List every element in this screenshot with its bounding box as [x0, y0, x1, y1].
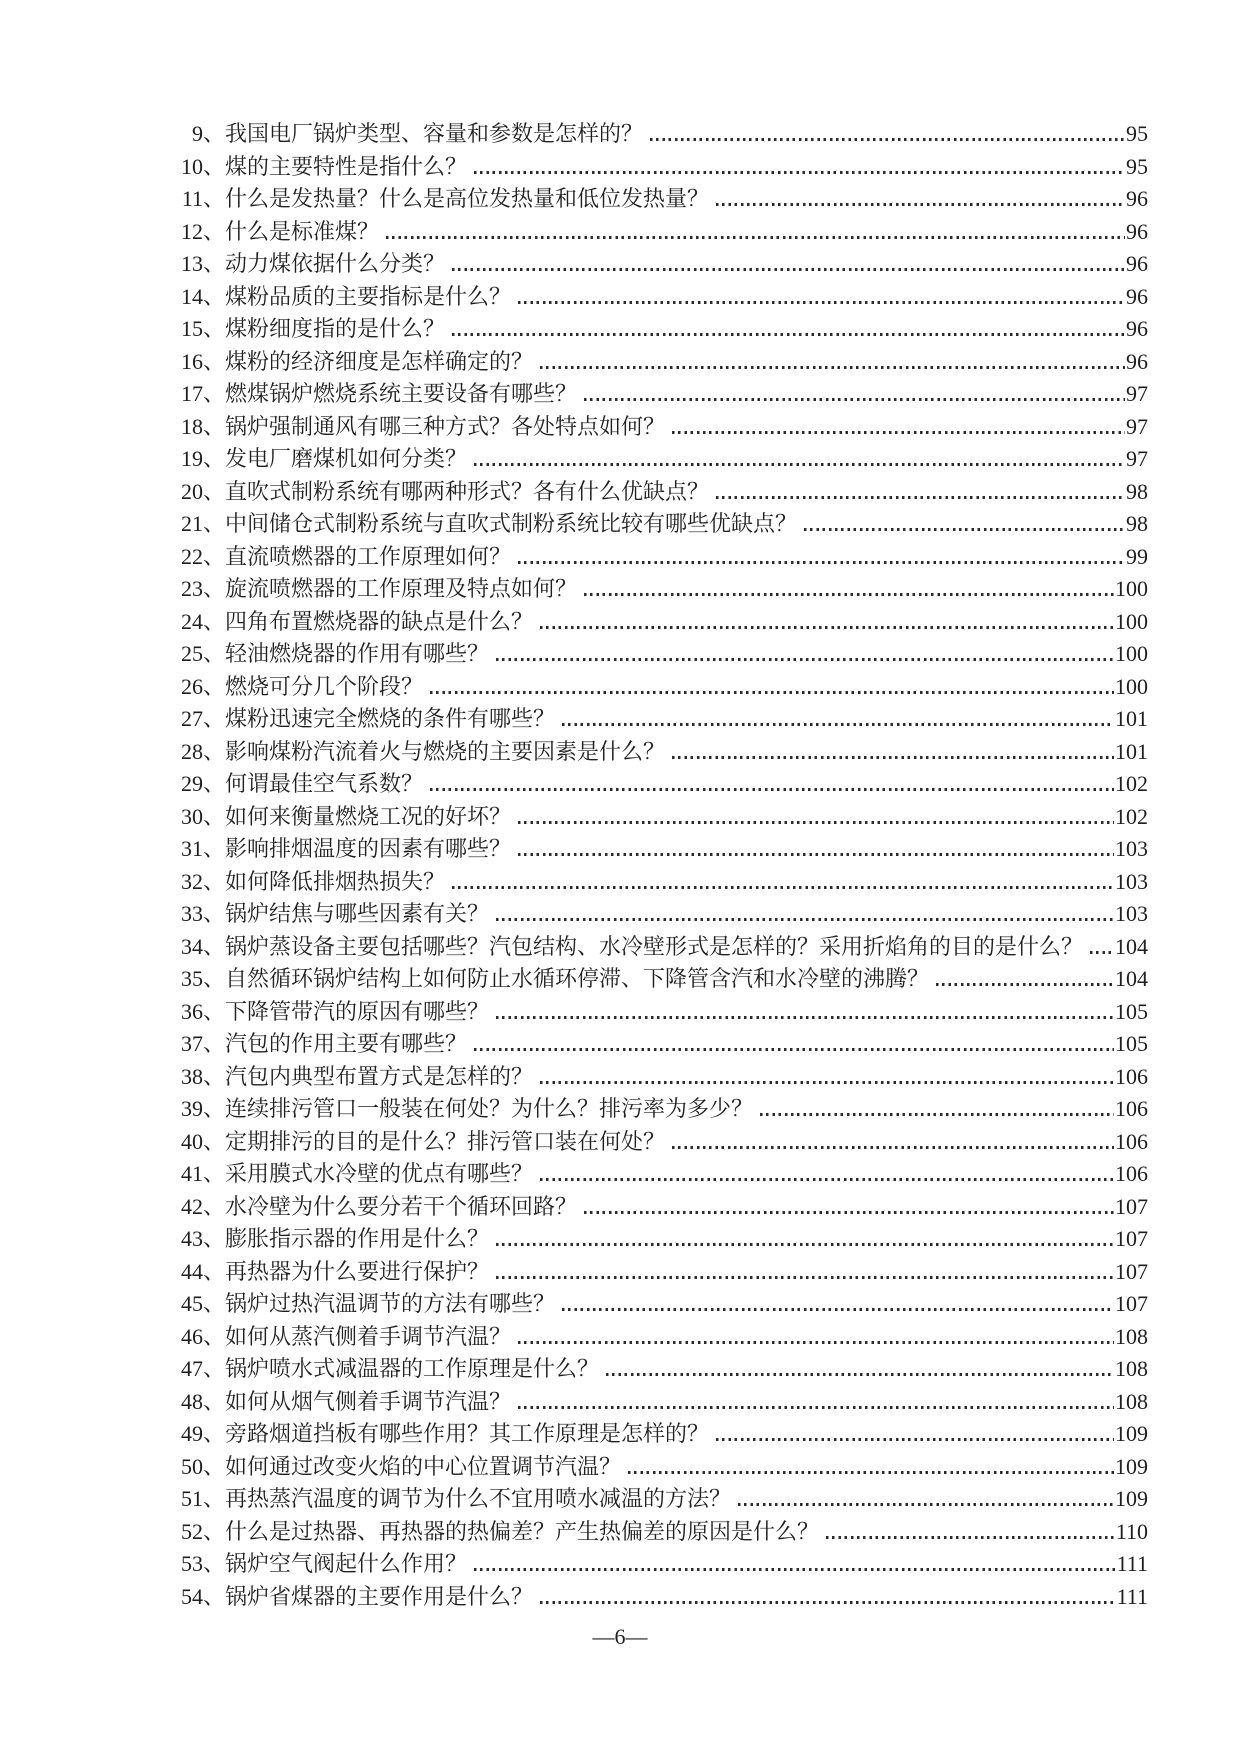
toc-entry-number: 11: [181, 186, 203, 211]
toc-entry-title: 膨胀指示器的作用是什么？: [225, 1226, 490, 1251]
toc-entry: [180, 606, 1148, 639]
toc-entry-separator: 、: [203, 1031, 226, 1056]
toc-entry-page: 96: [1126, 283, 1148, 309]
dot-leader: [650, 138, 1125, 141]
toc-entry-number: 45: [181, 1291, 203, 1316]
dot-leader: [474, 1048, 1114, 1051]
toc-entry-title: 汽包的作用主要有哪些？: [225, 1031, 468, 1056]
toc-entry-page: 107: [1115, 1291, 1148, 1316]
toc-entry-separator: 、: [203, 738, 226, 764]
toc-entry-title: 锅炉蒸设备主要包括哪些？汽包结构、水冷壁形式是怎样的？采用折焰角的目的是什么？: [225, 933, 1084, 959]
toc-entry-number: 41: [181, 1161, 203, 1186]
dot-leader: [562, 723, 1114, 726]
toc-entry-number: 29: [181, 771, 203, 796]
toc-entry: [180, 1581, 1148, 1614]
toc-entry-number: 21: [181, 511, 203, 536]
toc-entry-page: 95: [1126, 153, 1148, 179]
toc-entry-separator: 、: [203, 803, 226, 829]
toc-entry-title: 如何通过改变火焰的中心位置调节汽温？: [225, 1453, 622, 1479]
toc-entry: [180, 443, 1148, 476]
toc-entry-number: 16: [181, 348, 203, 374]
toc-entry: [180, 378, 1148, 411]
toc-entry-title: 煤粉迅速完全燃烧的条件有哪些？: [225, 706, 556, 731]
dot-leader: [496, 1016, 1114, 1019]
toc-entry-separator: 、: [203, 1128, 226, 1154]
dot-leader: [496, 658, 1114, 661]
dot-leader: [430, 691, 1114, 694]
dot-leader: [606, 1373, 1114, 1376]
toc-entry: [180, 1158, 1148, 1191]
toc-entry-page: 96: [1126, 218, 1148, 244]
toc-entry-number: 32: [181, 868, 203, 894]
toc-entry-page: 111: [1116, 1551, 1148, 1576]
toc-entry: [180, 1126, 1148, 1159]
toc-entry-title: 锅炉喷水式减温器的工作原理是什么？: [225, 1356, 600, 1381]
toc-entry-separator: 、: [203, 316, 226, 341]
dot-leader: [474, 171, 1125, 174]
toc-entry: [180, 1548, 1148, 1581]
toc-entry-page: 103: [1115, 901, 1148, 926]
dot-leader: [474, 1568, 1116, 1571]
toc-entry-title: 何谓最佳空气系数？: [225, 771, 424, 796]
toc-entry-title: 我国电厂锅炉类型、容量和参数是怎样的？: [225, 121, 644, 146]
toc-entry-page: 111: [1116, 1583, 1148, 1609]
toc-entry: [180, 1418, 1148, 1451]
dot-leader: [672, 1146, 1114, 1149]
toc-entry-separator: 、: [203, 1096, 226, 1121]
toc-entry: [180, 1451, 1148, 1484]
dot-leader: [518, 1406, 1114, 1409]
toc-entry-number: 48: [181, 1388, 203, 1414]
toc-entry: [180, 1191, 1148, 1224]
toc-entry: [180, 411, 1148, 444]
toc-entry-separator: 、: [203, 413, 226, 439]
toc-entry-title: 水冷壁为什么要分若干个循环回路？: [225, 1193, 578, 1219]
toc-entry-page: 100: [1115, 608, 1148, 634]
toc-entry-page: 102: [1115, 803, 1148, 829]
toc-entry: [180, 768, 1148, 801]
toc-entry-page: 96: [1126, 348, 1148, 374]
dot-leader: [518, 821, 1114, 824]
toc-entry-page: 101: [1115, 706, 1148, 731]
toc-entry-title: 煤粉的经济细度是怎样确定的？: [225, 348, 534, 374]
toc-entry-page: 96: [1126, 251, 1148, 276]
dot-leader: [584, 1211, 1114, 1214]
dot-leader: [452, 333, 1125, 336]
toc-entry-page: 97: [1126, 413, 1148, 439]
toc-entry-page: 97: [1126, 446, 1148, 471]
toc-entry-separator: 、: [203, 1063, 226, 1089]
toc-entry-page: 96: [1126, 186, 1148, 211]
toc-entry-title: 轻油燃烧器的作用有哪些？: [225, 641, 490, 666]
toc-entry-number: 25: [181, 641, 203, 666]
toc-entry-page: 107: [1115, 1226, 1148, 1251]
toc-entry-title: 下降管带汽的原因有哪些？: [225, 998, 490, 1024]
toc-entry-separator: 、: [203, 1421, 226, 1446]
toc-entry: [180, 1256, 1148, 1289]
toc-entry-title: 锅炉强制通风有哪三种方式？各处特点如何？: [225, 413, 666, 439]
toc-entry-number: 54: [181, 1583, 203, 1609]
toc-entry-number: 17: [181, 381, 203, 406]
toc-entry-title: 锅炉结焦与哪些因素有关？: [225, 901, 490, 926]
dot-leader: [518, 561, 1125, 564]
toc-entry-title: 锅炉省煤器的主要作用是什么？: [225, 1583, 534, 1609]
toc-entry-separator: 、: [203, 608, 226, 634]
toc-entry-number: 34: [181, 933, 203, 959]
toc-entry-number: 27: [181, 706, 203, 731]
toc-entry-number: 38: [181, 1063, 203, 1089]
toc-entry-page: 108: [1115, 1323, 1148, 1349]
dot-leader: [1090, 951, 1114, 954]
toc-entry-number: 36: [181, 998, 203, 1024]
toc-entry-separator: 、: [203, 251, 226, 276]
toc-entry-number: 35: [181, 966, 203, 991]
toc-entry-number: 37: [181, 1031, 203, 1056]
toc-entry-number: 31: [181, 836, 203, 861]
toc-entry: [180, 313, 1148, 346]
toc-entry: [180, 216, 1148, 249]
toc-entry-separator: 、: [203, 966, 226, 991]
toc-entry-separator: 、: [203, 1323, 226, 1349]
toc-entry-page: 96: [1126, 316, 1148, 341]
toc-entry-number: 44: [181, 1258, 203, 1284]
toc-entry-separator: 、: [203, 868, 226, 894]
toc-entry-number: 47: [181, 1356, 203, 1381]
toc-entry-page: 107: [1115, 1193, 1148, 1219]
toc-entry-title: 煤粉细度指的是什么？: [225, 316, 446, 341]
toc-entry-number: 51: [181, 1486, 203, 1511]
toc-entry-separator: 、: [203, 121, 226, 146]
dot-leader: [386, 236, 1125, 239]
dot-leader: [496, 1276, 1114, 1279]
toc-entry: [180, 671, 1148, 704]
toc-entry-page: 100: [1115, 576, 1148, 601]
toc-entry-page: 107: [1115, 1258, 1148, 1284]
toc-entry-page: 105: [1115, 998, 1148, 1024]
toc-entry-separator: 、: [203, 381, 226, 406]
toc-list: [180, 118, 1148, 1613]
toc-entry: [180, 476, 1148, 509]
toc-entry-number: 30: [181, 803, 203, 829]
toc-entry-separator: 、: [203, 641, 226, 666]
toc-entry-title: 汽包内典型布置方式是怎样的？: [225, 1063, 534, 1089]
toc-entry-page: 108: [1115, 1356, 1148, 1381]
toc-entry-separator: 、: [203, 1291, 226, 1316]
toc-entry: [180, 703, 1148, 736]
toc-entry-page: 106: [1115, 1063, 1148, 1089]
toc-entry: [180, 1028, 1148, 1061]
toc-entry-number: 28: [181, 738, 203, 764]
toc-entry-title: 再热器为什么要进行保护？: [225, 1258, 490, 1284]
toc-entry-title: 煤的主要特性是指什么？: [225, 153, 468, 179]
toc-entry-number: 12: [181, 218, 203, 244]
toc-entry: [180, 1353, 1148, 1386]
toc-entry: [180, 1288, 1148, 1321]
toc-entry: [180, 898, 1148, 931]
dot-leader: [672, 756, 1114, 759]
toc-entry-page: 98: [1126, 478, 1148, 504]
dot-leader: [540, 366, 1125, 369]
toc-entry-number: 33: [181, 901, 203, 926]
toc-entry-separator: 、: [203, 576, 226, 601]
toc-entry: [180, 281, 1148, 314]
toc-entry-number: 50: [181, 1453, 203, 1479]
toc-entry-separator: 、: [203, 478, 226, 504]
dot-leader: [496, 918, 1114, 921]
toc-entry: [180, 151, 1148, 184]
toc-entry-title: 直吹式制粉系统有哪两种形式？各有什么优缺点？: [225, 478, 710, 504]
toc-entry-page: 108: [1115, 1388, 1148, 1414]
toc-entry-separator: 、: [203, 283, 226, 309]
toc-entry: [180, 346, 1148, 379]
dot-leader: [562, 1308, 1114, 1311]
toc-entry-page: 100: [1115, 641, 1148, 666]
dot-leader: [738, 1503, 1114, 1506]
toc-entry-title: 旁路烟道挡板有哪些作用？其工作原理是怎样的？: [225, 1421, 710, 1446]
toc-entry-title: 影响排烟温度的因素有哪些？: [225, 836, 512, 861]
toc-entry: [180, 573, 1148, 606]
toc-entry: [180, 638, 1148, 671]
toc-entry-page: 106: [1115, 1128, 1148, 1154]
toc-entry-separator: 、: [203, 1518, 226, 1544]
toc-entry-page: 104: [1115, 966, 1148, 991]
dot-leader: [452, 268, 1125, 271]
toc-entry-number: 46: [181, 1323, 203, 1349]
toc-entry-number: 20: [181, 478, 203, 504]
toc-entry-separator: 、: [203, 1161, 226, 1186]
toc-entry: [180, 963, 1148, 996]
toc-entry-page: 101: [1115, 738, 1148, 764]
toc-entry-title: 锅炉过热汽温调节的方法有哪些？: [225, 1291, 556, 1316]
toc-entry-number: 42: [181, 1193, 203, 1219]
toc-entry: [180, 996, 1148, 1029]
toc-entry: [180, 833, 1148, 866]
toc-entry-number: 49: [181, 1421, 203, 1446]
toc-entry: [180, 931, 1148, 964]
toc-entry-separator: 、: [203, 1551, 226, 1576]
toc-entry-title: 燃烧可分几个阶段？: [225, 673, 424, 699]
toc-entry-separator: 、: [203, 771, 226, 796]
dot-leader: [540, 1178, 1114, 1181]
toc-entry: [180, 248, 1148, 281]
dot-leader: [518, 301, 1125, 304]
toc-entry-page: 98: [1126, 511, 1148, 536]
toc-entry-number: 15: [181, 316, 203, 341]
toc-entry-separator: 、: [203, 933, 226, 959]
toc-entry-number: 43: [181, 1226, 203, 1251]
toc-entry-number: 26: [181, 673, 203, 699]
toc-entry-number: 24: [181, 608, 203, 634]
toc-entry-separator: 、: [203, 836, 226, 861]
toc-entry-page: 109: [1115, 1421, 1148, 1446]
toc-entry-page: 109: [1115, 1486, 1148, 1511]
toc-entry-separator: 、: [203, 1583, 226, 1609]
toc-entry-number: 13: [181, 251, 203, 276]
toc-entry: [180, 866, 1148, 899]
dot-leader: [760, 1113, 1114, 1116]
toc-entry-title: 锅炉空气阀起什么作用？: [225, 1551, 468, 1576]
toc-entry-title: 影响煤粉汽流着火与燃烧的主要因素是什么？: [225, 738, 666, 764]
toc-entry-separator: 、: [203, 446, 226, 471]
dot-leader: [716, 1438, 1114, 1441]
toc-entry-separator: 、: [203, 1226, 226, 1251]
toc-entry-separator: 、: [203, 673, 226, 699]
toc-entry-title: 直流喷燃器的工作原理如何？: [225, 543, 512, 569]
toc-entry-separator: 、: [203, 901, 226, 926]
toc-entry-number: 19: [181, 446, 203, 471]
toc-entry-page: 106: [1115, 1096, 1148, 1121]
toc-entry-title: 如何从蒸汽侧着手调节汽温？: [225, 1323, 512, 1349]
toc-entry-title: 连续排污管口一般装在何处？为什么？排污率为多少？: [225, 1096, 754, 1121]
toc-entry-separator: 、: [203, 153, 226, 179]
toc-entry: [180, 1223, 1148, 1256]
toc-entry-separator: 、: [203, 1453, 226, 1479]
toc-entry-separator: 、: [203, 348, 226, 374]
toc-entry-page: 103: [1115, 868, 1148, 894]
toc-entry: [180, 1516, 1148, 1549]
toc-entry: [180, 508, 1148, 541]
toc-entry: [180, 801, 1148, 834]
toc-entry-separator: 、: [203, 1356, 226, 1381]
toc-entry-page: 103: [1115, 836, 1148, 861]
toc-entry-title: 煤粉品质的主要指标是什么？: [225, 283, 512, 309]
toc-entry-title: 什么是发热量？什么是高位发热量和低位发热量？: [225, 186, 710, 211]
toc-entry-separator: 、: [203, 543, 226, 569]
toc-entry-separator: 、: [203, 218, 226, 244]
toc-entry-title: 如何来衡量燃烧工况的好坏？: [225, 803, 512, 829]
toc-entry-separator: 、: [203, 511, 226, 536]
toc-entry: [180, 183, 1148, 216]
dot-leader: [518, 853, 1114, 856]
toc-entry: [180, 1321, 1148, 1354]
dot-leader: [584, 593, 1114, 596]
dot-leader: [540, 1081, 1114, 1084]
toc-entry-title: 采用膜式水冷壁的优点有哪些？: [225, 1161, 534, 1186]
toc-entry-number: 22: [181, 543, 203, 569]
toc-entry-page: 102: [1115, 771, 1148, 796]
toc-entry-title: 旋流喷燃器的工作原理及特点如何？: [225, 576, 578, 601]
toc-entry-title: 发电厂磨煤机如何分类？: [225, 446, 468, 471]
dot-leader: [430, 788, 1114, 791]
toc-entry: [180, 541, 1148, 574]
toc-entry-page: 95: [1126, 121, 1148, 146]
dot-leader: [804, 528, 1125, 531]
toc-entry-number: 53: [181, 1551, 203, 1576]
toc-entry-page: 110: [1115, 1518, 1148, 1544]
toc-entry: [180, 1483, 1148, 1516]
toc-entry-title: 燃煤锅炉燃烧系统主要设备有哪些？: [225, 381, 578, 406]
dot-leader: [584, 398, 1125, 401]
toc-entry-separator: 、: [203, 1486, 226, 1511]
dot-leader: [672, 431, 1125, 434]
dot-leader: [936, 983, 1114, 986]
toc-entry-number: 18: [181, 413, 203, 439]
toc-entry-page: 105: [1115, 1031, 1148, 1056]
toc-entry-page: 109: [1115, 1453, 1148, 1479]
dot-leader: [716, 496, 1125, 499]
toc-entry: [180, 1386, 1148, 1419]
toc-entry-separator: 、: [203, 1258, 226, 1284]
dot-leader: [826, 1536, 1115, 1539]
toc-entry-title: 再热蒸汽温度的调节为什么不宜用喷水减温的方法？: [225, 1486, 732, 1511]
toc-entry-number: 23: [181, 576, 203, 601]
toc-entry-title: 四角布置燃烧器的缺点是什么？: [225, 608, 534, 634]
toc-entry-separator: 、: [203, 1388, 226, 1414]
toc-entry-title: 什么是过热器、再热器的热偏差？产生热偏差的原因是什么？: [225, 1518, 820, 1544]
page-number-footer: —6—: [592, 1624, 648, 1649]
toc-entry-number: 14: [181, 283, 203, 309]
toc-entry: [180, 1061, 1148, 1094]
dot-leader: [518, 1341, 1114, 1344]
toc-entry-title: 定期排污的目的是什么？排污管口装在何处？: [225, 1128, 666, 1154]
dot-leader: [716, 203, 1125, 206]
toc-entry-title: 自然循环锅炉结构上如何防止水循环停滞、下降管含汽和水冷壁的沸腾？: [225, 966, 930, 991]
toc-entry-page: 104: [1115, 933, 1148, 959]
toc-entry-separator: 、: [203, 706, 226, 731]
toc-entry: [180, 736, 1148, 769]
dot-leader: [628, 1471, 1114, 1474]
toc-entry-page: 99: [1126, 543, 1148, 569]
dot-leader: [540, 1601, 1116, 1604]
toc-entry-title: 动力煤依据什么分类？: [225, 251, 446, 276]
toc-entry-number: 10: [181, 153, 203, 179]
toc-entry-title: 中间储仓式制粉系统与直吹式制粉系统比较有哪些优缺点？: [225, 511, 798, 536]
toc-entry-title: 如何降低排烟热损失？: [225, 868, 446, 894]
dot-leader: [452, 886, 1114, 889]
toc-entry-title: 什么是标准煤？: [225, 218, 380, 244]
toc-entry-number: 52: [181, 1518, 203, 1544]
toc-entry: [180, 118, 1148, 151]
toc-entry-number: 40: [181, 1128, 203, 1154]
toc-entry-title: 如何从烟气侧着手调节汽温？: [225, 1388, 512, 1414]
dot-leader: [540, 626, 1114, 629]
toc-entry-separator: 、: [203, 186, 226, 211]
dot-leader: [496, 1243, 1114, 1246]
toc-entry-page: 97: [1126, 381, 1148, 406]
toc-entry-number: 9: [192, 121, 203, 146]
toc-entry-number: 39: [181, 1096, 203, 1121]
toc-entry-page: 106: [1115, 1161, 1148, 1186]
toc-entry-page: 100: [1115, 673, 1148, 699]
toc-entry-separator: 、: [203, 1193, 226, 1219]
toc-entry-separator: 、: [203, 998, 226, 1024]
dot-leader: [474, 463, 1125, 466]
toc-entry: [180, 1093, 1148, 1126]
